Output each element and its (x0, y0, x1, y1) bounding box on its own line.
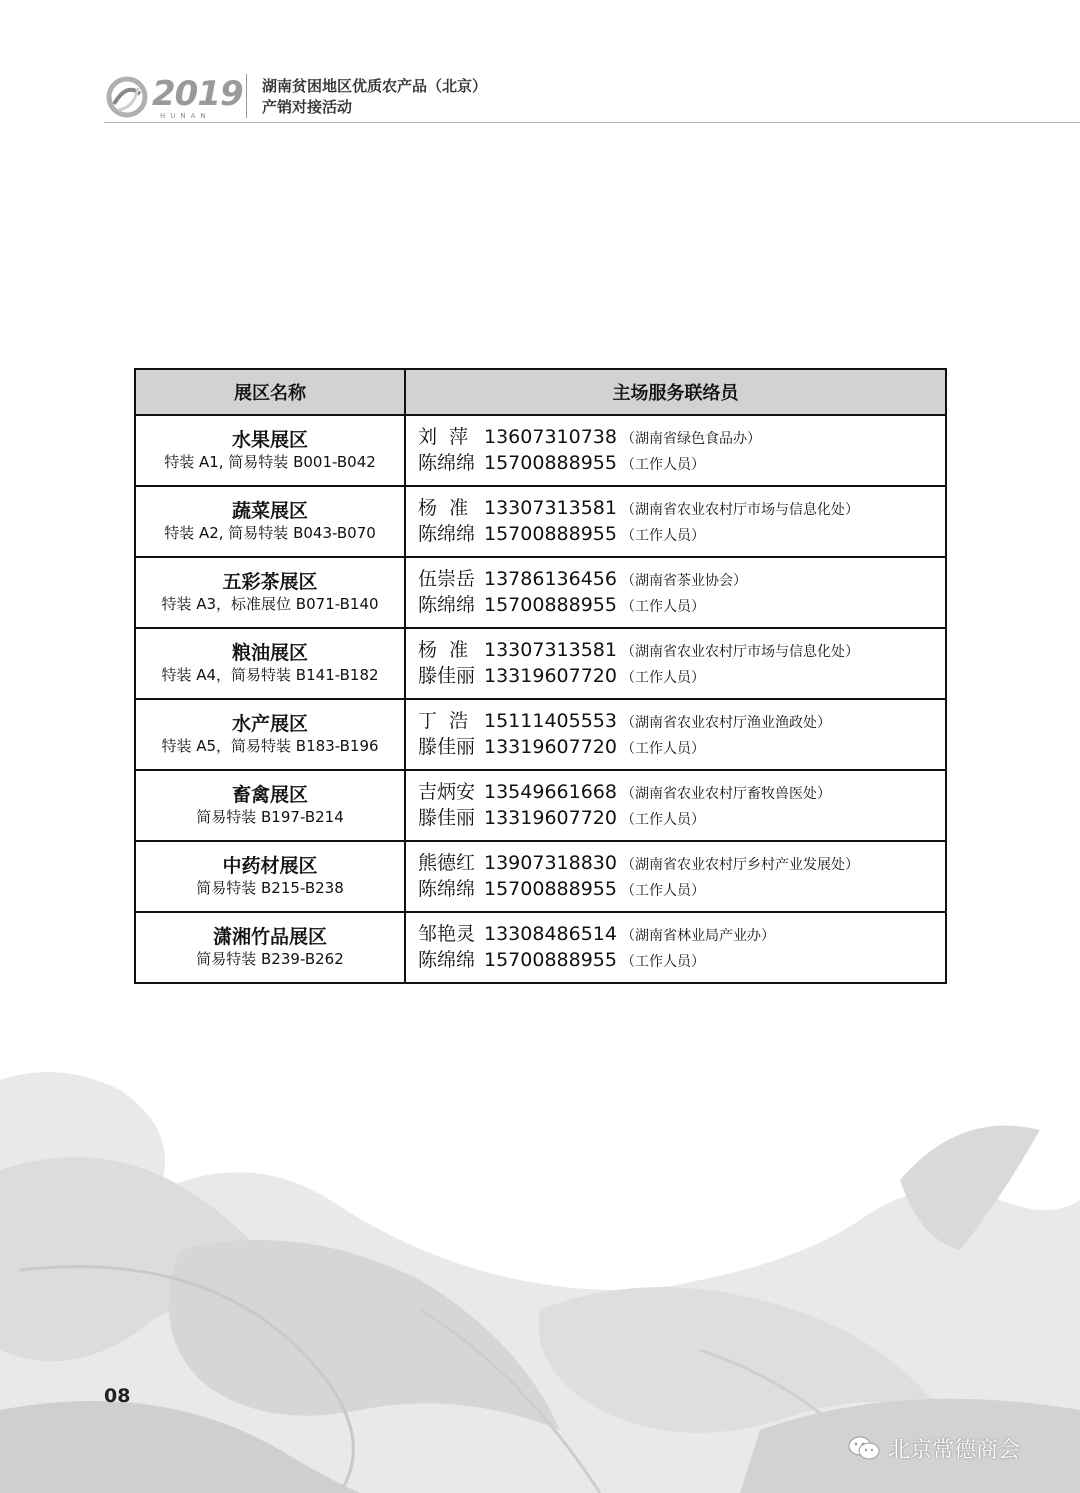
contact-phone: 13607310738 (484, 425, 617, 448)
contact-name: 邹艳灵 (418, 922, 476, 945)
contact-line (418, 638, 945, 664)
contact-organization: （湖南省农业农村厅市场与信息化处） (620, 643, 859, 660)
contact-cell (405, 486, 946, 557)
contact-phone: 13307313581 (484, 638, 617, 661)
contact-name: 陈绵绵 (418, 522, 476, 545)
area-name: 潇湘竹品展区 (212, 926, 327, 948)
contact-line (418, 593, 945, 619)
contact-phone: 15700888955 (484, 451, 617, 474)
area-cell (135, 628, 405, 699)
contact-phone: 15700888955 (484, 522, 617, 545)
contact-line (418, 451, 945, 477)
contact-name: 滕佳丽 (418, 735, 476, 758)
contact-name: 陈绵绵 (418, 877, 476, 900)
contact-phone: 15700888955 (484, 593, 617, 616)
area-name: 水果展区 (231, 429, 308, 451)
contact-line (418, 664, 945, 690)
table-row (135, 628, 946, 699)
event-title-line1: 湖南贫困地区优质农产品（北京） (262, 77, 488, 95)
contact-name: 陈绵绵 (418, 593, 476, 616)
contact-line (418, 780, 945, 806)
area-booths: 特装 A5，简易特装 B183-B196 (161, 737, 379, 755)
contact-line (418, 425, 945, 451)
contact-phone: 15700888955 (484, 948, 617, 971)
contact-phone: 13319607720 (484, 664, 617, 687)
contact-phone: 13786136456 (484, 567, 617, 590)
area-name: 水产展区 (231, 713, 308, 735)
table-row (135, 699, 946, 770)
wechat-icon (848, 1435, 880, 1461)
area-cell (135, 841, 405, 912)
contact-organization: （工作人员） (620, 811, 705, 828)
contact-line (418, 877, 945, 903)
contact-organization: （工作人员） (620, 882, 705, 899)
area-booths: 简易特装 B215-B238 (196, 879, 344, 897)
contact-phone: 13307313581 (484, 496, 617, 519)
contact-cell (405, 628, 946, 699)
area-cell (135, 912, 405, 983)
contact-phone: 13319607720 (484, 806, 617, 829)
contact-phone: 13319607720 (484, 735, 617, 758)
contact-organization: （工作人员） (620, 456, 705, 473)
header-rule (104, 122, 1080, 123)
contact-phone: 13549661668 (484, 780, 617, 803)
watermark-text: 北京常德商会 (888, 1437, 1021, 1463)
table-row (135, 486, 946, 557)
contact-line (418, 806, 945, 832)
contact-organization: （湖南省农业农村厅畜牧兽医处） (620, 785, 831, 802)
contact-phone: 15700888955 (484, 877, 617, 900)
contact-name: 刘 萍 (418, 425, 469, 448)
area-booths: 特装 A4，简易特装 B141-B182 (161, 666, 379, 684)
area-booths: 特装 A1, 简易特装 B001-B042 (164, 453, 376, 471)
header-area-name: 展区名称 (135, 369, 405, 415)
contact-cell (405, 841, 946, 912)
swirl-logo-icon (104, 74, 150, 120)
table-body (135, 415, 946, 983)
contact-cell (405, 699, 946, 770)
contact-name: 陈绵绵 (418, 948, 476, 971)
area-cell (135, 557, 405, 628)
contact-cell (405, 557, 946, 628)
area-name: 五彩茶展区 (222, 571, 318, 593)
area-cell (135, 770, 405, 841)
area-booths: 简易特装 B197-B214 (196, 808, 344, 826)
contact-line (418, 496, 945, 522)
contact-line (418, 735, 945, 761)
contact-name: 滕佳丽 (418, 806, 476, 829)
contact-name: 伍崇岳 (418, 567, 476, 590)
event-title (262, 76, 487, 118)
contact-phone: 15111405553 (484, 709, 617, 732)
contact-name: 陈绵绵 (418, 451, 476, 474)
table-row (135, 557, 946, 628)
area-name: 粮油展区 (231, 642, 308, 664)
page-header (104, 70, 1080, 124)
area-name: 中药材展区 (222, 855, 318, 877)
table-row (135, 415, 946, 486)
contact-organization: （工作人员） (620, 740, 705, 757)
area-booths: 简易特装 B239-B262 (196, 950, 344, 968)
leaf-background-art (0, 1050, 1080, 1493)
area-cell (135, 486, 405, 557)
area-name: 畜禽展区 (231, 784, 308, 806)
logo-subtitle: HUNAN (160, 112, 211, 120)
contact-name: 熊德红 (418, 851, 476, 874)
contact-line (418, 922, 945, 948)
area-name: 蔬菜展区 (231, 500, 308, 522)
contact-organization: （湖南省农业农村厅渔业渔政处） (620, 714, 831, 731)
contact-cell (405, 415, 946, 486)
contact-name: 杨 准 (418, 638, 469, 661)
contact-cell (405, 770, 946, 841)
contact-name: 吉炳安 (418, 780, 476, 803)
contact-phone: 13907318830 (484, 851, 617, 874)
contact-organization: （湖南省农业农村厅乡村产业发展处） (620, 856, 859, 873)
area-cell (135, 415, 405, 486)
contact-organization: （工作人员） (620, 953, 705, 970)
table-header-row (135, 369, 946, 415)
contact-organization: （工作人员） (620, 527, 705, 544)
table-row (135, 770, 946, 841)
contact-line (418, 567, 945, 593)
contact-line (418, 522, 945, 548)
exhibition-contact-table (134, 368, 947, 984)
contact-organization: （湖南省林业局产业办） (620, 927, 775, 944)
area-booths: 特装 A3，标准展位 B071-B140 (161, 595, 379, 613)
logo-year: 2019 (152, 74, 243, 114)
contact-organization: （湖南省绿色食品办） (620, 430, 761, 447)
contact-line (418, 709, 945, 735)
contact-organization: （湖南省农业农村厅市场与信息化处） (620, 501, 859, 518)
event-title-line2: 产销对接活动 (262, 98, 353, 116)
area-cell (135, 699, 405, 770)
header-divider (246, 74, 247, 118)
header-contact: 主场服务联络员 (405, 369, 946, 415)
contact-name: 滕佳丽 (418, 664, 476, 687)
wechat-watermark (848, 1434, 1020, 1462)
area-booths: 特装 A2, 简易特装 B043-B070 (164, 524, 376, 542)
contact-phone: 13308486514 (484, 922, 617, 945)
contact-line (418, 948, 945, 974)
contact-organization: （工作人员） (620, 669, 705, 686)
contact-line (418, 851, 945, 877)
contact-name: 丁 浩 (418, 709, 469, 732)
contact-organization: （湖南省茶业协会） (620, 572, 747, 589)
contact-name: 杨 准 (418, 496, 469, 519)
contact-organization: （工作人员） (620, 598, 705, 615)
table-row (135, 912, 946, 983)
contact-cell (405, 912, 946, 983)
event-logo (104, 74, 243, 120)
page-number: 08 (104, 1385, 131, 1407)
table-row (135, 841, 946, 912)
